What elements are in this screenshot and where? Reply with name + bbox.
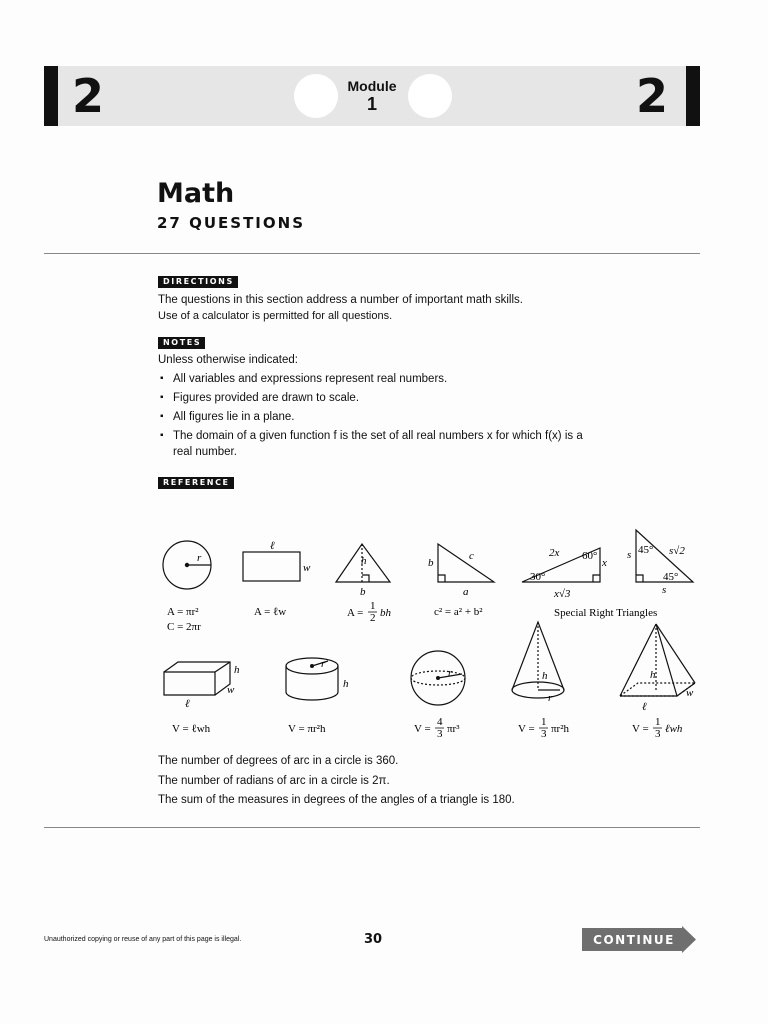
fact-radians: The number of radians of arc in a circle is 2π. [158,774,390,787]
svg-text:A =: A = [347,607,364,619]
label-30-deg: 30° [530,571,546,583]
label-r-cyl: r [321,658,326,670]
question-count: 27 QUESTIONS [157,214,305,232]
svg-text:4: 4 [437,716,443,728]
special-right-triangles-label: Special Right Triangles [554,607,658,619]
notes-tag: NOTES [158,337,205,349]
formula-pythagorean: c² = a² + b² [434,606,483,618]
label-x-root3: x√3 [554,588,571,600]
label-c-right: c [469,550,474,562]
frac-num: 1 [370,600,376,612]
section-number-left: 2 [72,69,105,123]
formula-rect-area: A = ℓw [254,606,287,618]
continue-label: CONTINUE [593,933,675,947]
label-w-pyr: w [686,687,694,699]
label-h-cone: h [542,670,548,682]
frac-den: 2 [370,612,376,624]
label-45-top: 45° [638,544,654,556]
note-item: ▪ Figures provided are drawn to scale. [160,390,583,406]
cone-figure [512,622,564,698]
label-r-cone: r [548,692,553,704]
label-h-tri: h [361,555,367,567]
note-item: ▪ All variables and expressions represent real numbers. [160,371,583,387]
label-s-root2: s√2 [669,545,685,557]
notes-list [160,371,583,463]
svg-text:V =: V = [632,723,649,735]
header-left-bar [44,66,58,126]
directions-line-1: The questions in this section address a number of important math skills. [158,294,523,306]
label-45-bottom: 45° [663,571,679,583]
note-item: ▪ All figures lie in a plane. [160,409,583,425]
svg-text:V =: V = [518,723,535,735]
bottom-divider [44,827,700,828]
svg-text:3: 3 [437,728,443,740]
formula-circle-circ: C = 2πr [167,621,201,633]
page-number: 30 [364,932,383,947]
svg-text:ℓwh: ℓwh [665,723,683,735]
copyright-notice: Unauthorized copying or reuse of any part of this page is illegal. [44,936,242,943]
formula-box-volume: V = ℓwh [172,723,211,735]
directions-line-2: Use of a calculator is permitted for all questions. [158,310,393,322]
fact-triangle-sum: The sum of the measures in degrees of the angles of a triangle is 180. [158,794,515,806]
formula-sphere-volume [414,716,460,740]
label-60-deg: 60° [582,550,598,562]
svg-text:bh: bh [380,607,391,619]
svg-text:V =: V = [414,723,431,735]
label-b-right: b [428,557,434,569]
label-r-sphere: r [448,667,453,679]
svg-text:1: 1 [655,716,661,728]
section-number-right: 2 [636,69,669,123]
fact-degrees: The number of degrees of arc in a circle is 360. [158,755,399,767]
svg-text:πr³: πr³ [447,723,460,735]
reference-figures [150,520,710,750]
continue-button[interactable] [582,926,696,953]
module-number: 1 [366,94,377,114]
label-h-pyr: h [650,669,656,681]
module-word: Module [347,78,397,94]
label-h-cyl: h [343,678,349,690]
header-right-bar [686,66,700,126]
label-s-left: s [627,549,632,561]
box-figure [164,662,230,695]
label-h-box: h [234,664,240,676]
formula-tri-area [347,600,392,624]
notes-intro: Unless otherwise indicated: [158,354,298,366]
label-l-rect: ℓ [270,540,275,552]
header-circle-right [408,74,452,118]
pyramid-figure [620,624,695,696]
page-title: Math [157,178,235,209]
label-b-tri: b [360,586,366,598]
note-item: ▪ The domain of a given function f is the set of all real numbers x for which f(x) is a real number. [160,428,583,460]
label-x: x [602,557,607,569]
directions-tag: DIRECTIONS [158,276,238,288]
label-r-circle: r [197,552,202,564]
svg-text:3: 3 [655,728,661,740]
rectangle-figure [243,552,300,581]
top-divider [44,253,700,254]
label-s-bottom: s [662,584,667,596]
label-l-pyr: ℓ [642,701,647,713]
reference-facts [158,752,515,811]
formula-cone-volume [518,716,570,740]
label-l-box: ℓ [185,698,190,710]
label-w-rect: w [303,562,311,574]
svg-text:πr²h: πr²h [551,723,570,735]
reference-tag: REFERENCE [158,477,234,489]
formula-circle-area: A = πr² [167,606,199,618]
formula-pyramid-volume [632,716,683,740]
label-2x: 2x [549,547,560,559]
formula-cylinder-volume: V = πr²h [288,723,326,735]
right-triangle-figure [438,544,494,582]
svg-text:3: 3 [541,728,547,740]
module-label [332,78,412,114]
label-a-right: a [463,586,469,598]
svg-text:1: 1 [541,716,547,728]
label-w-box: w [227,684,235,696]
